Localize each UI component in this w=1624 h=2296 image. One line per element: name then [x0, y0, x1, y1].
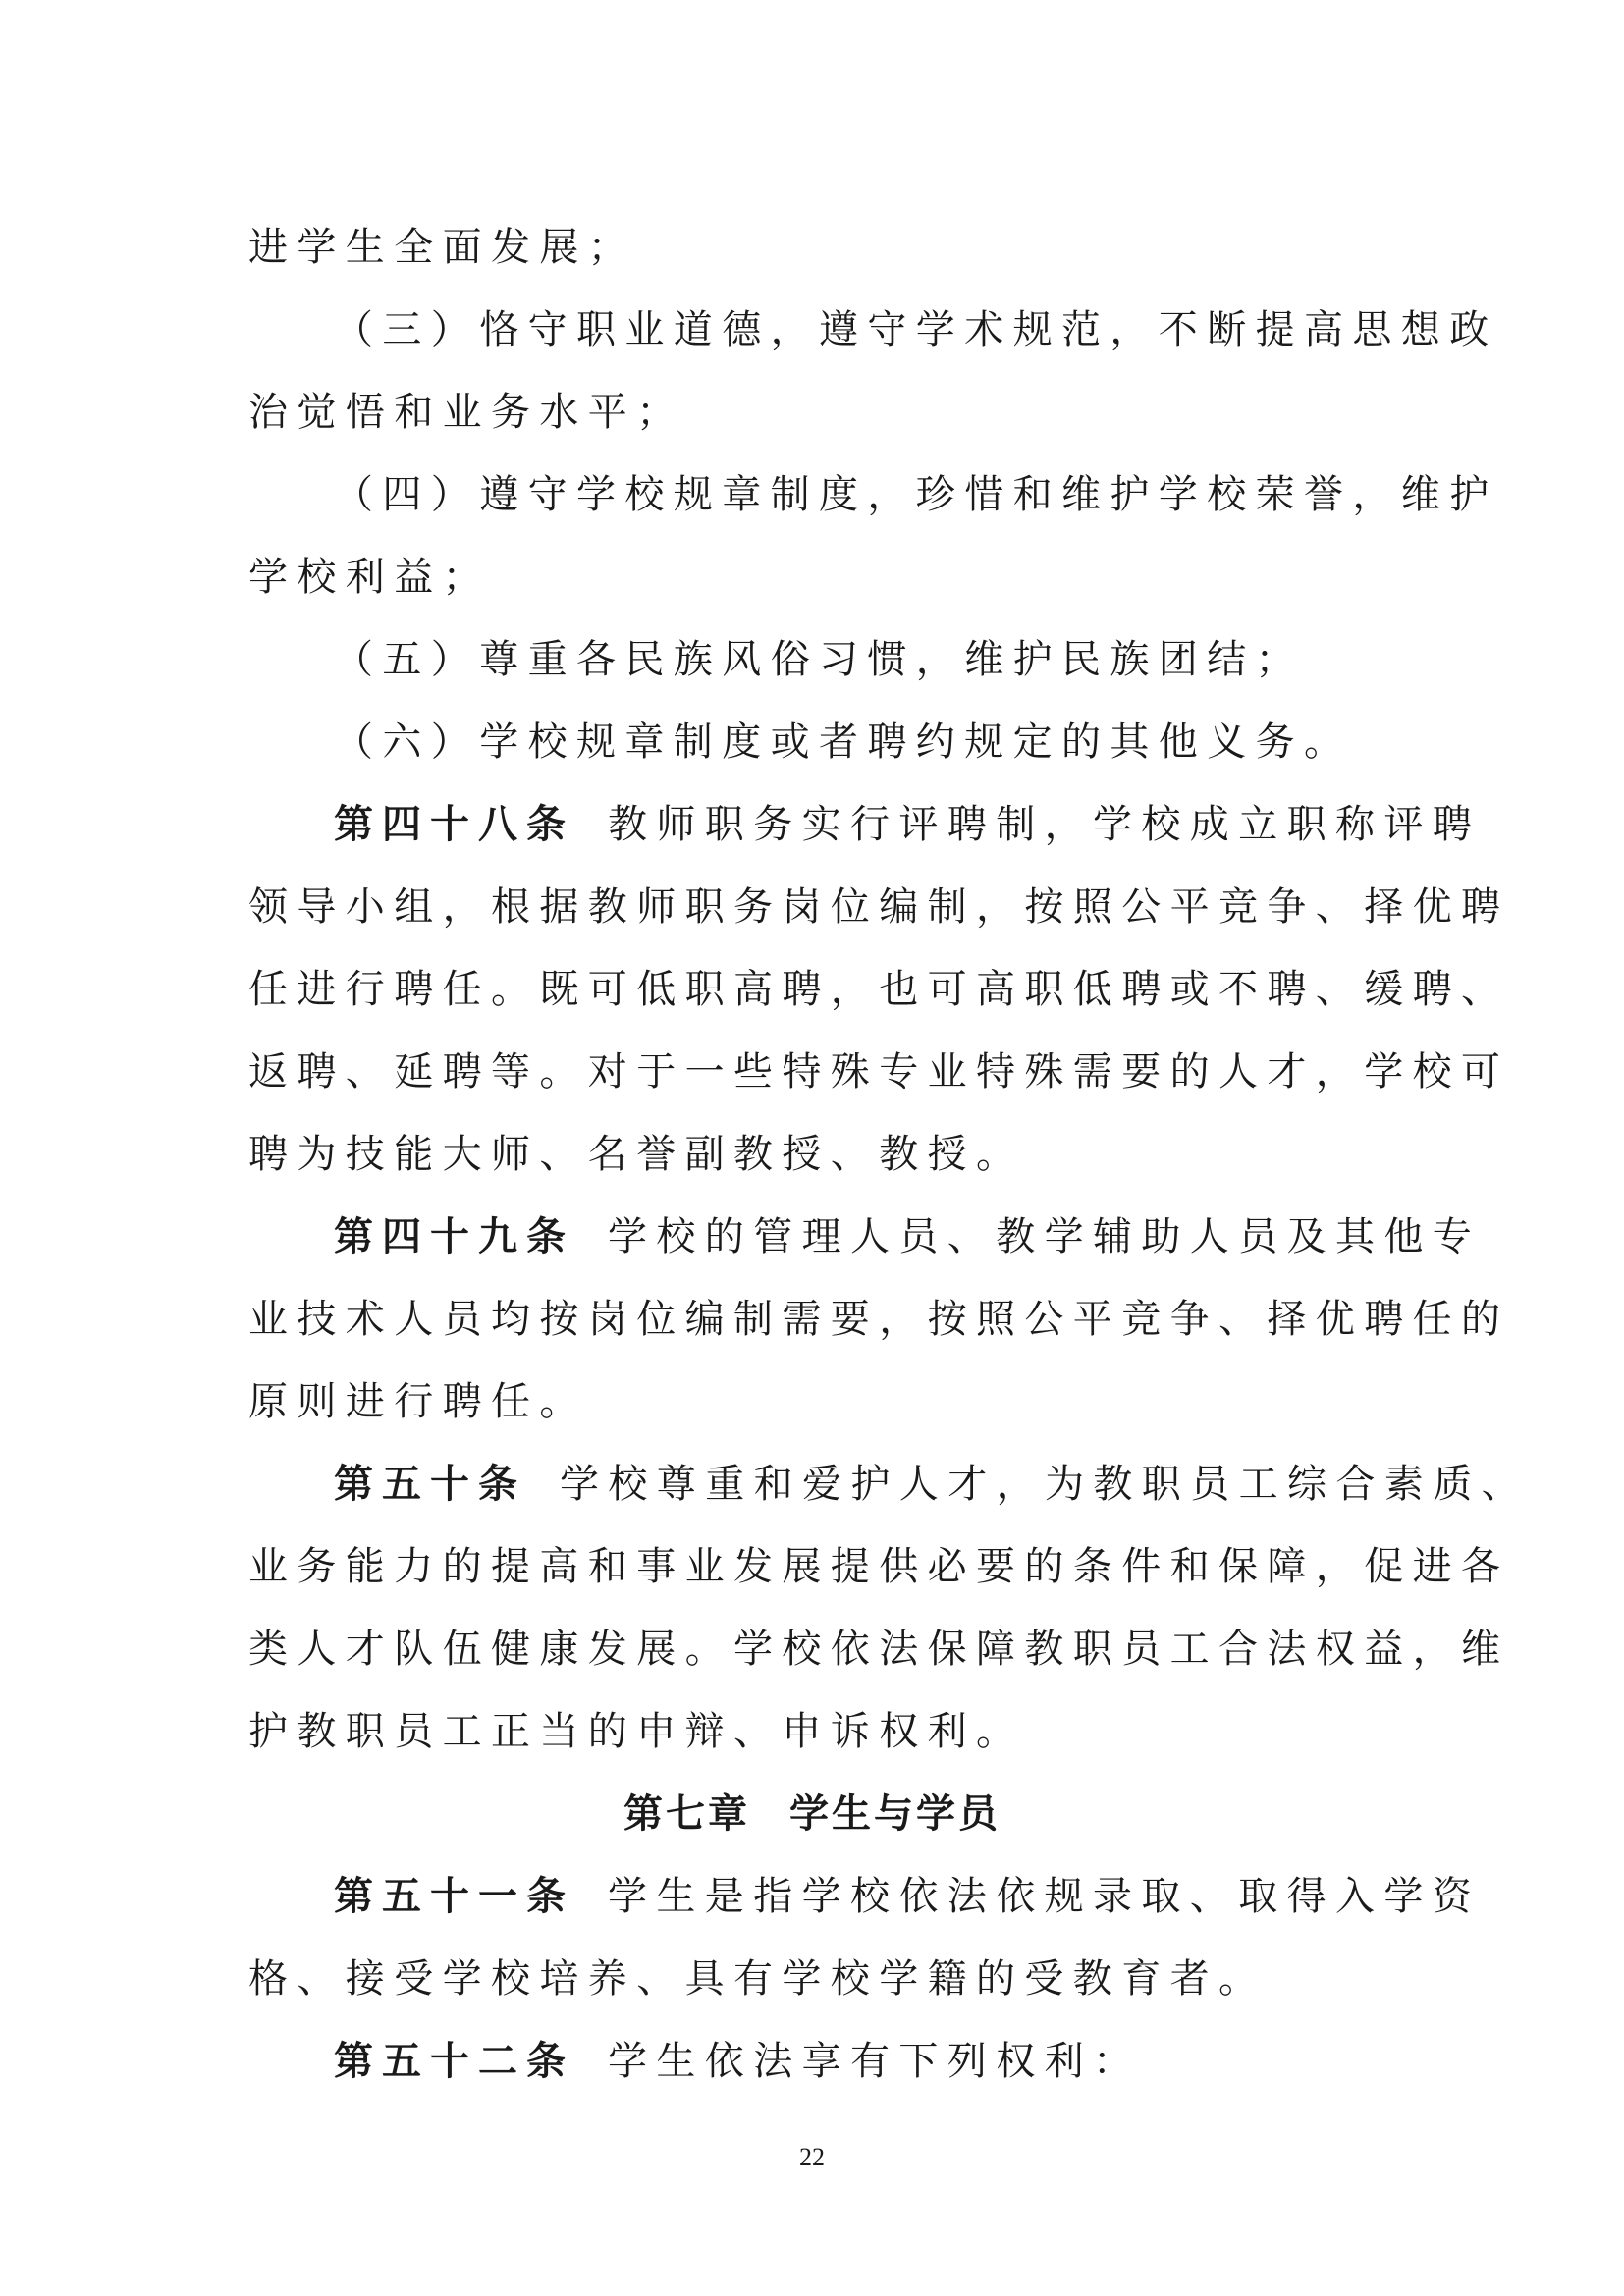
- article-48-text: 教师职务实行评聘制，学校成立职称评聘: [608, 802, 1482, 847]
- text-line: 任进行聘任。既可低职高聘，也可高职低聘或不聘、缓聘、: [248, 967, 1510, 1012]
- article-51-label: 第五十一条: [334, 1873, 574, 1919]
- text-line: 业务能力的提高和事业发展提供必要的条件和保障，促进各: [248, 1544, 1510, 1589]
- article-52-first-line: [334, 2036, 1473, 2087]
- article-50-label: 第五十条: [334, 1461, 526, 1507]
- article-49-first-line: [334, 1211, 1482, 1262]
- text-line: 领导小组，根据教师职务岗位编制，按照公平竞争、择优聘: [248, 884, 1510, 930]
- text-line: 治觉悟和业务水平；: [248, 390, 685, 435]
- text-line: 护教职员工正当的申辩、申诉权利。: [248, 1709, 1025, 1754]
- text-line: 格、接受学校培养、具有学校学籍的受教育者。: [248, 1956, 1268, 2002]
- page-number: 22: [799, 2143, 825, 2171]
- article-51-text: 学生是指学校依法依规录取、取得入学资: [608, 1874, 1482, 1919]
- chapter-number: 第七章: [623, 1790, 750, 1837]
- chapter-heading: [0, 1789, 1624, 1840]
- article-52-text: 学生依法享有下列权利：: [608, 2039, 1142, 2084]
- article-48-label: 第四十八条: [334, 801, 574, 847]
- article-52-label: 第五十二条: [334, 2038, 574, 2084]
- list-item-5: （五）尊重各民族风俗习惯，维护民族团结；: [334, 637, 1304, 682]
- list-item-6: （六）学校规章制度或者聘约规定的其他义务。: [334, 720, 1353, 765]
- article-50-text: 学校尊重和爱护人才，为教职员工综合素质、: [560, 1462, 1530, 1507]
- article-51-first-line: [334, 1871, 1482, 1922]
- chapter-title: 学生与学员: [789, 1790, 1001, 1837]
- text-line: 原则进行聘任。: [248, 1379, 588, 1424]
- article-49-label: 第四十九条: [334, 1213, 574, 1259]
- article-48-first-line: [334, 799, 1482, 850]
- list-item-3: （三）恪守职业道德，遵守学术规范，不断提高思想政: [334, 307, 1498, 352]
- list-item-4: （四）遵守学校规章制度，珍惜和维护学校荣誉，维护: [334, 472, 1498, 517]
- text-line: 返聘、延聘等。对于一些特殊专业特殊需要的人才，学校可: [248, 1049, 1510, 1095]
- text-line: 聘为技能大师、名誉副教授、教授。: [248, 1132, 1025, 1177]
- article-49-text: 学校的管理人员、教学辅助人员及其他专: [608, 1214, 1482, 1259]
- text-line: 类人才队伍健康发展。学校依法保障教职员工合法权益，维: [248, 1627, 1510, 1672]
- text-line: 业技术人员均按岗位编制需要，按照公平竞争、择优聘任的: [248, 1297, 1510, 1342]
- article-50-first-line: [334, 1459, 1530, 1510]
- text-line: 学校利益；: [248, 555, 491, 600]
- text-line: 进学生全面发展；: [248, 225, 637, 270]
